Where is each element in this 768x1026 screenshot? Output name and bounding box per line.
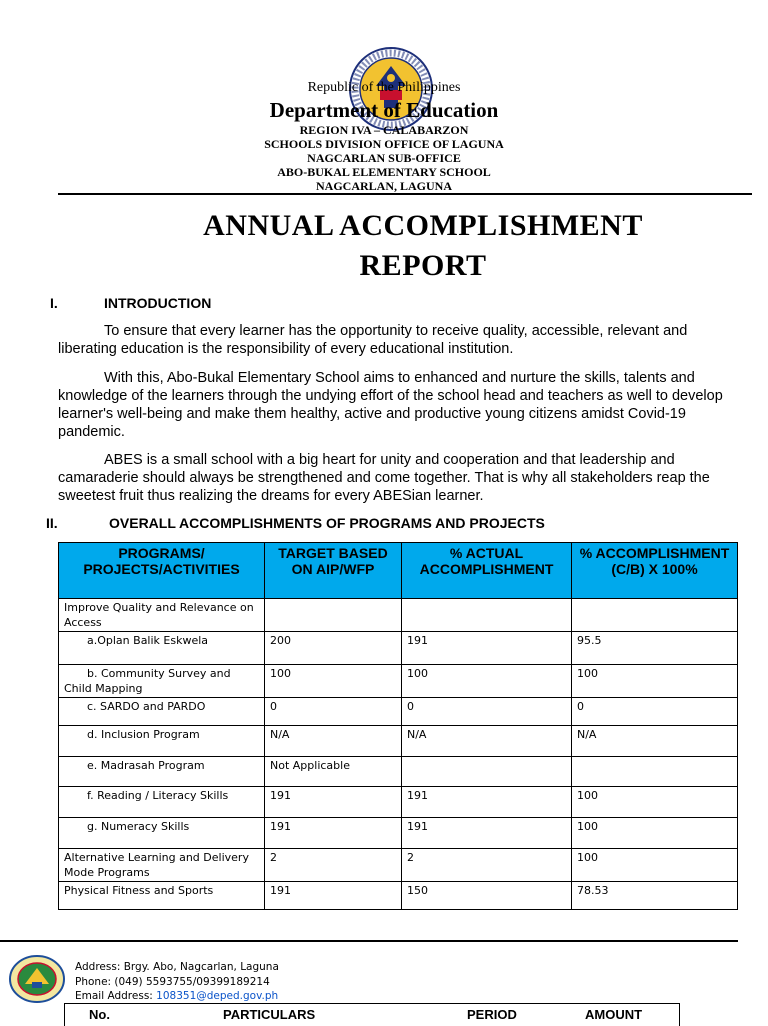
cell-program: Physical Fitness and Sports: [59, 882, 265, 910]
footer-rule: [0, 940, 738, 942]
cell-target: 0: [265, 698, 402, 726]
footer-email-label: Email Address:: [75, 990, 157, 1002]
cell-program: c. SARDO and PARDO: [59, 698, 265, 726]
cell-actual: 2: [402, 849, 572, 882]
cell-target: Not Applicable: [265, 757, 402, 787]
section1-number: I.: [50, 295, 58, 311]
cell-target: 2: [265, 849, 402, 882]
cell-actual: 191: [402, 632, 572, 665]
school-line: ABO-BUKAL ELEMENTARY SCHOOL: [277, 165, 491, 179]
cell-target: N/A: [265, 726, 402, 757]
footer-phone: Phone: (049) 5593755/09399189214: [75, 975, 270, 988]
cell-actual: [402, 757, 572, 787]
cell-target: 191: [265, 882, 402, 910]
suboffice-line: NAGCARLAN SUB-OFFICE: [307, 151, 461, 165]
cell-actual: N/A: [402, 726, 572, 757]
cell-percent: 100: [572, 849, 738, 882]
cell-target: 191: [265, 818, 402, 849]
section2-heading: OVERALL ACCOMPLISHMENTS OF PROGRAMS AND PROJECTS: [109, 515, 545, 531]
cell-actual: [402, 599, 572, 632]
table-row: [59, 726, 738, 757]
cell-actual: 0: [402, 698, 572, 726]
cell-percent: 100: [572, 665, 738, 698]
table-row: [59, 787, 738, 818]
intro-paragraph-2: With this, Abo-Bukal Elementary School aims to enhanced and nurture the skills, talents and knowledge of the learners through the undying effort of the school head and teachers as well to develop learner's well-being and make them healthy, active and productive young citizens amidst Covid-19 pandemic.: [58, 370, 723, 440]
cell-program: Alternative Learning and Delivery Mode Programs: [59, 849, 265, 882]
col-header-percent: % ACCOMPLISHMENT (C/B) X 100%: [572, 543, 738, 599]
cell-actual: 191: [402, 787, 572, 818]
section1-heading: INTRODUCTION: [104, 295, 212, 311]
report-title-line1: ANNUAL ACCOMPLISHMENT: [203, 209, 643, 242]
cell-program: e. Madrasah Program: [59, 757, 265, 787]
table-row: [59, 849, 738, 882]
col-header-no: No.: [89, 1007, 110, 1022]
republic-text: Republic of the Philippines: [307, 80, 461, 95]
cell-program: f. Reading / Literacy Skills: [59, 787, 265, 818]
header-rule: [58, 193, 752, 195]
col-header-period: PERIOD: [467, 1007, 517, 1022]
table-row: [59, 882, 738, 910]
cell-target: [265, 599, 402, 632]
col-header-target: TARGET BASED ON AIP/WFP: [265, 543, 402, 599]
table-row: [59, 665, 738, 698]
cell-percent: 100: [572, 818, 738, 849]
cell-percent: 78.53: [572, 882, 738, 910]
col-header-amount: AMOUNT: [585, 1007, 643, 1022]
region-line: REGION IVA – CALABARZON: [299, 123, 469, 137]
footer-contact: [75, 960, 279, 1004]
cell-percent: [572, 599, 738, 632]
town-line: NAGCARLAN, LAGUNA: [315, 179, 452, 193]
cell-percent: [572, 757, 738, 787]
table-header-row: [59, 543, 738, 599]
cell-actual: 191: [402, 818, 572, 849]
cell-target: 191: [265, 787, 402, 818]
intro-paragraph-3: ABES is a small school with a big heart for unity and cooperation and that leadership and camaraderie should always be strengthened and come together. That is why all stakeholders reap the sweetest fruit thus realizing the dreams for every ABESian learner.: [58, 452, 710, 504]
col-header-particulars: PARTICULARS: [223, 1007, 316, 1022]
table-row: [59, 599, 738, 632]
cell-program: Improve Quality and Relevance on Access: [59, 599, 265, 632]
report-title-line2: REPORT: [359, 249, 487, 282]
cell-percent: 100: [572, 787, 738, 818]
footer-email-line: [75, 989, 279, 1004]
cell-percent: 0: [572, 698, 738, 726]
table-row: [59, 632, 738, 665]
footer-email-link[interactable]: 108351@deped.gov.ph: [156, 990, 279, 1002]
next-page-table-header: [64, 1003, 680, 1026]
cell-program: d. Inclusion Program: [59, 726, 265, 757]
school-logo: [8, 954, 66, 1004]
cell-percent: 95.5: [572, 632, 738, 665]
department-name: Department of Education: [269, 98, 499, 122]
cell-program: g. Numeracy Skills: [59, 818, 265, 849]
intro-paragraph-1: To ensure that every learner has the opportunity to receive quality, accessible, relevant and liberating education is the responsibility of every educational institution.: [58, 323, 688, 357]
table-row: [59, 818, 738, 849]
cell-program: a.Oplan Balik Eskwela: [59, 632, 265, 665]
cell-target: 200: [265, 632, 402, 665]
section2-number: II.: [46, 515, 58, 531]
cell-percent: N/A: [572, 726, 738, 757]
table-row: [59, 757, 738, 787]
accomplishment-table: [58, 542, 738, 910]
col-header-actual: % ACTUAL ACCOMPLISHMENT: [402, 543, 572, 599]
cell-program: b. Community Survey and Child Mapping: [59, 665, 265, 698]
cell-actual: 150: [402, 882, 572, 910]
cell-actual: 100: [402, 665, 572, 698]
footer-address: Address: Brgy. Abo, Nagcarlan, Laguna: [75, 961, 279, 973]
cell-target: 100: [265, 665, 402, 698]
report-title: [0, 206, 768, 286]
col-header-programs: PROGRAMS/ PROJECTS/ACTIVITIES: [59, 543, 265, 599]
division-line: SCHOOLS DIVISION OFFICE OF LAGUNA: [264, 137, 504, 151]
table-row: [59, 698, 738, 726]
